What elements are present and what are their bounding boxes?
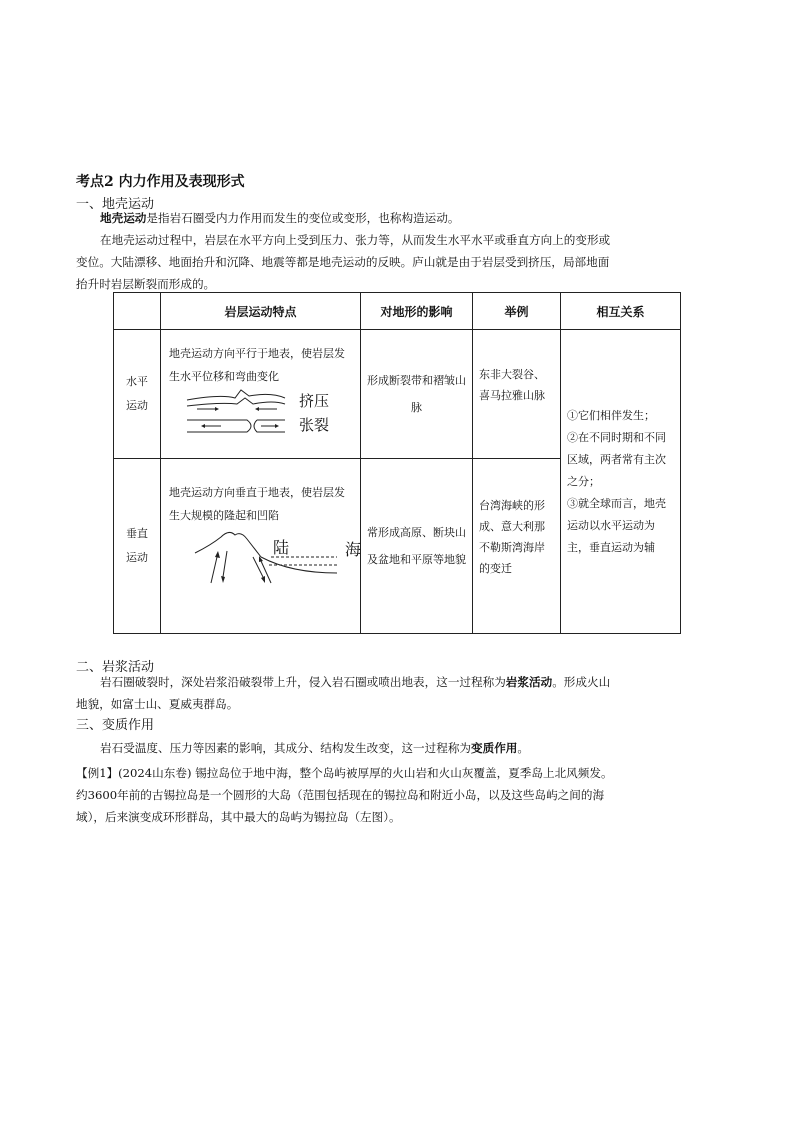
row-label: 垂直 运动: [114, 459, 161, 634]
uplift-subsidence-illustration: [161, 527, 361, 591]
magma-line-1: 岩石圈破裂时，深处岩浆沿破裂带上升，侵入岩石圈或喷出地表，这一过程称为岩浆活动。形成火山: [100, 675, 611, 689]
table-header-cell: 相互关系: [561, 293, 681, 330]
feature-text: 地壳运动方向平行于地表，使岩层发生水平位移和弯曲变化: [169, 347, 345, 383]
metamorphism-line: 岩石受温度、压力等因素的影响，其成分、结构发生改变，这一过程称为变质作用。: [100, 741, 530, 755]
definition-line: [100, 207, 459, 229]
section-heading: 考点2 内力作用及表现形式: [76, 174, 245, 190]
section2-title: 二、岩浆活动: [76, 660, 155, 675]
feature-text: 地壳运动方向垂直于地表，使岩层发生大规模的隆起和凹陷: [169, 486, 345, 522]
definition-text: 是指岩石圈受内力作用而发生的变位或变形，也称构造运动。: [146, 211, 460, 225]
tension-label: 张裂: [299, 416, 330, 434]
section1-title: 一、地壳运动: [76, 197, 155, 212]
relations-cell: [561, 330, 681, 634]
section3-title: 三、变质作用: [76, 718, 155, 733]
table-header-row: [114, 293, 681, 330]
compression-label: 挤压: [299, 392, 330, 410]
paragraph-line-3: 抬升时岩层断裂而形成的。: [76, 277, 216, 291]
land-label: 陆: [273, 538, 290, 557]
magma-term: 岩浆活动: [505, 675, 553, 689]
table-header-cell: 举例: [473, 293, 561, 330]
example-cell: 台湾海峡的形成、意大利那不勒斯湾海岸的变迁: [473, 459, 561, 634]
relation-item: ③就全球而言，地壳运动以水平运动为主，垂直运动为辅: [567, 496, 666, 554]
paragraph-line-2: 变位。大陆漂移、地面抬升和沉降、地震等都是地壳运动的反映。庐山就是由于岩层受到挤压，局部地面: [76, 255, 610, 269]
table-header-cell: [114, 293, 161, 330]
relation-item: ②在不同时期和不同区域，两者常有主次之分；: [567, 430, 666, 488]
magma-line-2: 地貌，如富士山、夏威夷群岛。: [76, 697, 239, 711]
horizontal-movement-diagram: [161, 388, 360, 440]
feature-cell: [161, 330, 361, 459]
paragraph-line-1: 在地壳运动过程中，岩层在水平方向上受到压力、张力等，从而发生水平水平或垂直方向上的变形或: [100, 233, 611, 247]
table-row: [114, 330, 681, 459]
fold-fault-illustration: [161, 388, 361, 440]
example-cell: 东非大裂谷、喜马拉雅山脉: [473, 330, 561, 459]
example-line-2: 约3600年前的古锡拉岛是一个圆形的大岛（范围包括现在的锡拉岛和附近小岛，以及这些岛屿之间的海: [76, 788, 605, 802]
effect-cell: 常形成高原、断块山及盆地和平原等地貌: [361, 459, 473, 634]
row-label: 水平 运动: [114, 330, 161, 459]
crust-movement-table: [113, 292, 681, 634]
metamorphism-term: 变质作用: [471, 741, 518, 755]
feature-cell: [161, 459, 361, 634]
vertical-movement-diagram: [161, 527, 360, 591]
table-header-cell: 对地形的影响: [361, 293, 473, 330]
table-header-cell: 岩层运动特点: [161, 293, 361, 330]
relation-item: ①它们相伴发生；: [567, 408, 655, 422]
example-line-3: 域），后来演变成环形群岛，其中最大的岛屿为锡拉岛（左图）。: [76, 810, 401, 824]
sea-label: 海: [345, 540, 362, 559]
example-line-1: 【例1】(2024山东卷) 锡拉岛位于地中海，整个岛屿被厚厚的火山岩和火山灰覆盖，夏季岛上北风频发。: [76, 766, 613, 780]
effect-cell: 形成断裂带和褶皱山脉: [361, 330, 473, 459]
definition-term: 地壳运动: [100, 211, 147, 225]
